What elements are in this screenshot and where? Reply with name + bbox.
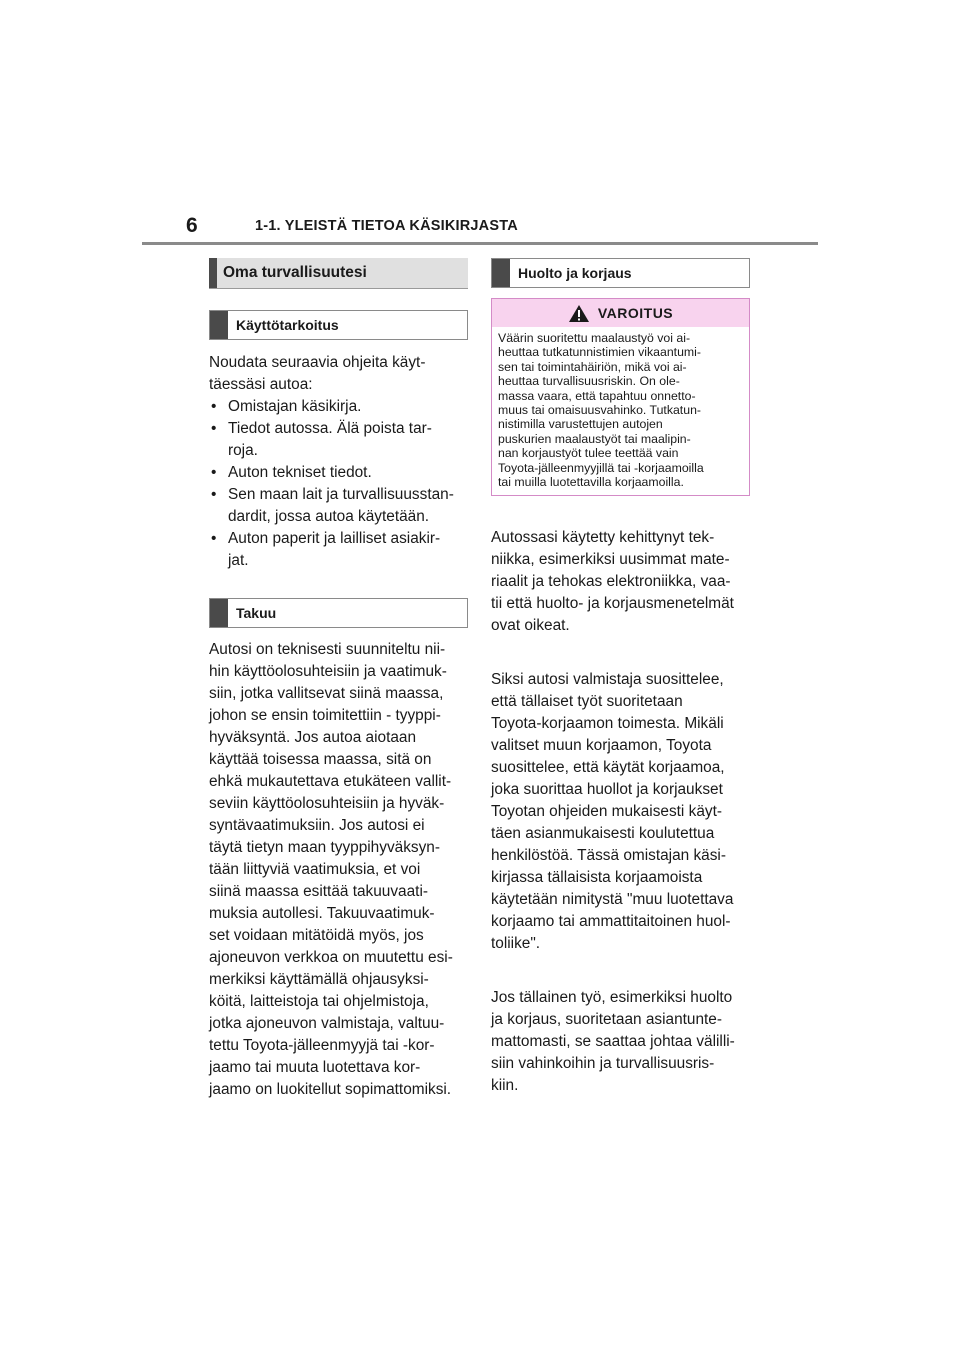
paragraph: Siksi autosi valmistaja suosittelee, että tällaiset työt suoritetaan Toyota-korjaamon toimesta. Mikäli valitset muun korjaamon, Toyota suosittelee, että käytät korjaamoa, joka suorittaa huollot ja korjaukset Toyotan ohjeiden mukaisesti käyt- täen asianmukaisesti koulutettua henkilöstöä. Tässä omistajan käsi- kirjassa tällaisista korjaamoista käytetään nimitystä "muu luotettava korjaamo tai ammattitaitoinen huol- toliike". (491, 671, 734, 953)
left-column (209, 258, 468, 1101)
warranty-paragraph: Autosi on teknisesti suunniteltu nii- hin käyttöolosuhteisiin ja vaatimuk- siin, jotka vallitsevat siinä maassa, johon se ensin toimitettiin - tyyppi- hyväksyntä. Jos autoa aiotaan käyttää toisessa maassa, sitä on ehkä mukautettava etukäteen vallit- seviin käyttöolosuhteisiin ja hyväk- syntävaatimuksiin. Jos autosi ei täytä tietyn maan tyyppihyväksyn- tään liittyviä vaatimuksia, et voi siinä maassa esittää takuuvaati- muksia autollesi. Takuuvaatimuk- set voidaan mitätöidä myös, jos ajoneuvon verkkoa on muutettu esi- merkiksi käyttämällä ohjausyksi- köitä, laitteistoja tai ohjelmistoja, jotka ajoneuvon valmistaja, valtuu- tettu Toyota-jälleenmyyjä tai -kor- jaamo tai muuta luotettava kor- jaamo on luokitellut sopimattomiksi. (209, 641, 453, 1098)
paragraph: Autossasi käytetty kehittynyt tek- niikka, esimerkiksi uusimmat mate- riaalit ja tehokas elektroniikka, vaa- tii että huolto- ja korjausmenetelmät ovat oikeat. (491, 529, 734, 635)
heading-bar (210, 311, 228, 339)
subsection-heading-purpose (209, 310, 468, 340)
page-number: 6 (186, 214, 198, 237)
section-heading-service (491, 258, 750, 288)
paragraph: Jos tällainen työ, esimerkiksi huolto ja korjaus, suoritetaan asiantunte- mattomasti, se saattaa johtaa välilli- siin vahinkoihin ja turvallisuusris- kiin. (491, 989, 735, 1095)
warning-box (491, 298, 750, 496)
list-item: • Tiedot autossa. Älä poista tar- roja. (209, 418, 468, 462)
warning-triangle-icon (568, 304, 590, 323)
list-item: • Omistajan käsikirja. (209, 396, 468, 418)
service-paragraphs (491, 505, 750, 1119)
header-rule (142, 242, 818, 245)
heading-bar (492, 259, 510, 287)
section-heading-safety (209, 258, 468, 289)
subsection-title: Takuu (236, 605, 277, 621)
usage-list (209, 396, 468, 572)
subsection-heading-warranty (209, 598, 468, 628)
warning-text: Väärin suoritettu maalaustyö voi ai- heuttaa tutkatunnistimien vikaantumi- sen tai toimintahäiriön, mikä voi ai- heuttaa turvallisuusriskin. On ole- massa vaara, että tapahtuu onnetto- muus tai omaisuusvahinko. Tutkatun- nistimilla varustettujen autojen puskurien maalaustyöt tai maalipin- nan korjaustyöt tulee teettää vain Toyota-jälleenmyyjillä tai -korjaamoilla tai muilla luotettavilla korjaamoilla. (498, 331, 704, 490)
list-item: • Auton paperit ja lailliset asiakir- jat. (209, 528, 468, 572)
warning-label: VAROITUS (597, 305, 674, 321)
section-title: Oma turvallisuutesi (223, 264, 367, 281)
right-column (491, 258, 750, 1119)
warning-header (492, 299, 749, 327)
intro-text: Noudata seuraavia ohjeita käyt- täessäsi autoa: (209, 354, 426, 393)
section-title: Huolto ja korjaus (518, 265, 632, 281)
subsection-title: Käyttötarkoitus (236, 317, 339, 333)
list-item: • Sen maan lait ja turvallisuusstan- dardit, jossa autoa käytetään. (209, 484, 468, 528)
heading-bar (209, 258, 217, 288)
list-item: • Auton tekniset tiedot. (209, 462, 468, 484)
chapter-title: 1-1. YLEISTÄ TIETOA KÄSIKIRJASTA (255, 218, 518, 234)
heading-bar (210, 599, 228, 627)
